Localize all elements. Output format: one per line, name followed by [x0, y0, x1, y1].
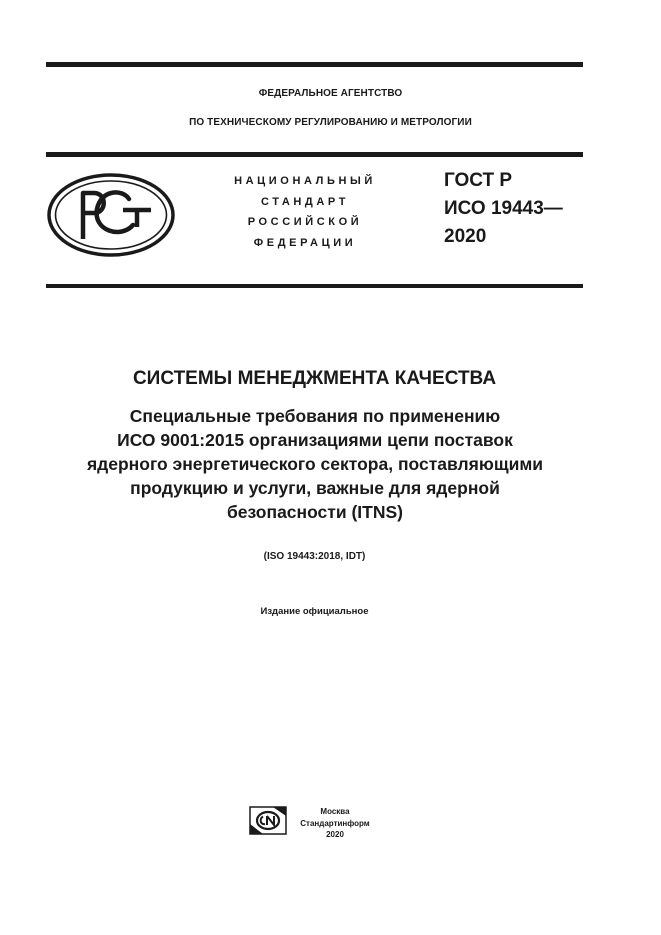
agency-name-line2: ПО ТЕХНИЧЕСКОМУ РЕГУЛИРОВАНИЮ И МЕТРОЛОГИИ [189, 117, 472, 128]
publisher-info [292, 806, 378, 841]
subtitle-line-4: продукцию и услуги, важные для ядерной [130, 478, 500, 498]
publisher-city: Москва [320, 807, 350, 816]
publisher-year: 2020 [326, 830, 344, 839]
subtitle-line-3: ядерного энергетического сектора, поставляющими [86, 454, 544, 474]
national-line-2: СТАНДАРТ [260, 195, 350, 208]
standartinform-logo-icon [249, 806, 287, 835]
standard-code [444, 167, 563, 251]
lower-rule [46, 284, 583, 288]
standard-code-line1: ГОСТ Р [444, 170, 513, 191]
document-subtitle [40, 404, 590, 524]
middle-rule [46, 152, 583, 157]
top-rule [46, 62, 583, 67]
national-line-3: РОССИЙСКОЙ [247, 216, 363, 228]
national-line-1: НАЦИОНАЛЬНЫЙ [234, 175, 376, 187]
publisher-name: Стандартинформ [300, 818, 370, 828]
standard-code-line3: 2020 [444, 226, 487, 247]
standard-code-line2: ИСО 19443— [444, 198, 563, 219]
subtitle-line-1: Специальные требования по применению [129, 406, 501, 426]
national-line-4: ФЕДЕРАЦИИ [253, 236, 357, 249]
rst-certification-mark-icon [47, 173, 175, 257]
subtitle-line-5: безопасности (ITNS) [227, 502, 403, 522]
subtitle-line-2: ИСО 9001:2015 организациями цепи поставок [117, 430, 513, 450]
iso-reference: (ISO 19443:2018, IDT) [263, 551, 366, 562]
document-title: СИСТЕМЫ МЕНЕДЖМЕНТА КАЧЕСТВА [132, 368, 497, 389]
edition-note: Издание официальное [260, 606, 369, 617]
national-standard-label [210, 171, 400, 253]
agency-name-line1: ФЕДЕРАЛЬНОЕ АГЕНТСТВО [258, 88, 403, 99]
